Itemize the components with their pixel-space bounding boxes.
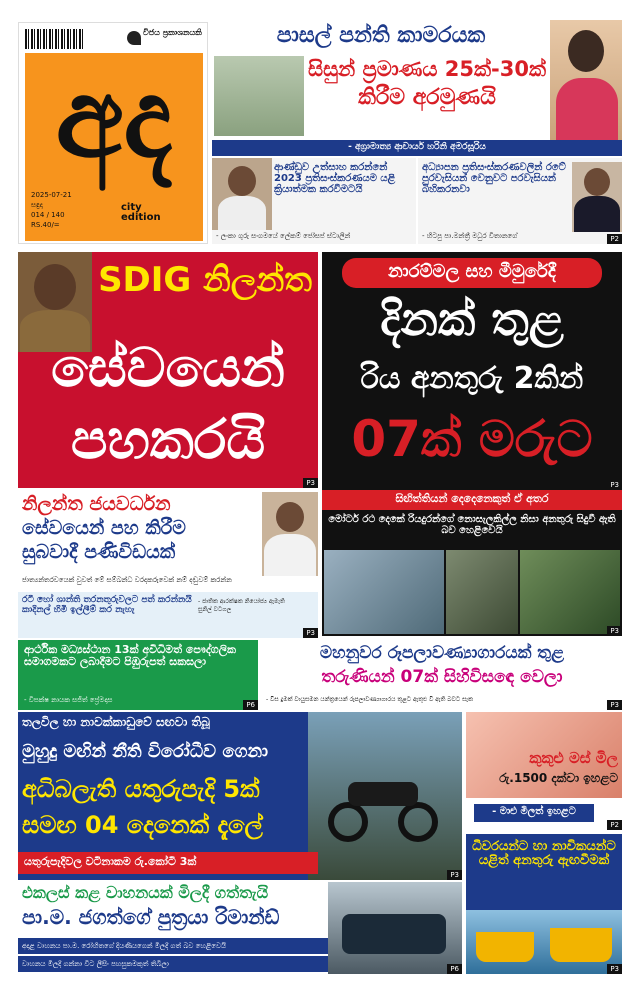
bikes-line-1: මුහුදු මඟින් නීති විරෝධීව ගෙනා: [22, 741, 269, 762]
top-story-headline-2: කිරීම අරමුණයි: [358, 85, 496, 110]
bikes-sub: යතුරුපැදිවල වටිනාකම රු.කෝටි 3ක්: [18, 852, 318, 874]
vehicle-sub-1: අදාළ වාහනය පා.ම. රෝහිතගේ දියණියගෙන් මිලදී ගත් බව හෙළිවෙයි: [18, 938, 328, 954]
chicken-page-ref[interactable]: P2: [607, 820, 622, 830]
nilantha-credit: - ජාතික ආරක්ෂක නියෝජ්‍ය ඇමැති සුනිල් වටගල: [198, 598, 285, 613]
schools-page-ref[interactable]: P6: [243, 700, 258, 710]
issue-day: සඳුදා: [31, 201, 43, 209]
chicken-story[interactable]: [466, 712, 622, 830]
accident-photo-1: [324, 550, 444, 634]
accident-sub-banner: සිඟිත්තියන් දෙදෙනෙකුත් ඒ අතර: [322, 490, 622, 510]
nilantha-line-2: සේවයෙන් පහ කිරීම: [22, 517, 186, 539]
salon-line-2: තරුණියන් 07ක් සිහිවිසඳෙ වෙලා: [321, 667, 563, 687]
top-sub-right-credit: - හිටපු පා.මන්ත්‍රී මධුර විතානගේ: [422, 232, 518, 240]
top-sub-right-text: අධ්‍යාපන ප්‍රතිසංස්කරණවලින් රටේ පුරවැසියන් වෙනුවට පරවැසියන් බිහිකරනවා: [422, 162, 566, 195]
sdig-line-3: පහකරයි: [70, 408, 266, 471]
top-sub-left-text: ආණ්ඩුව උත්සාහ කරන්නේ 2023 ප්‍රතිසංස්කරණයම යළි ක්‍රියාත්මක කරවීමටයි: [274, 162, 396, 195]
chicken-sub: - මාළු මිලත් ඉහළට: [474, 804, 594, 822]
fishermen-page-ref[interactable]: P3: [607, 964, 622, 974]
sdig-line-2: සේවයෙන්: [51, 336, 285, 399]
bikes-kicker: තලවිල හා නාවක්කාඩුවේ සඟවා තිබූ: [22, 715, 210, 729]
stalin-photo: [212, 158, 272, 230]
top-sub-left[interactable]: [212, 158, 416, 244]
vehicle-sub-2: වාහනය මිලදී ගන්නා විට ලීසිං පහසුකමකුත් තිබිලා: [18, 956, 328, 972]
vehicle-line-1: එකලස් කළ වාහනයක් මිලදී ගත්තැයි: [22, 883, 269, 902]
vehicle-page-ref[interactable]: P6: [447, 964, 462, 974]
accident-line-2: රිය අනතුරු 2කින්: [360, 361, 584, 396]
top-sub-left-credit: - ලංකා ගුරු සංගමයේ ලේකම් ජෝසප් ස්ටාලින්: [216, 232, 351, 240]
nilantha-line-1: නිලන්ත ජයවර්ධන: [22, 493, 171, 515]
accident-page-ref[interactable]: P3: [607, 626, 622, 636]
logo-text: අද: [55, 54, 173, 182]
accident-line-1: දිනක් තුළ: [380, 292, 564, 346]
salon-sub: - විස දුමක් වායුසමන යන්ත්‍රයෙන් රූපලාවණ්‍යාගාරය තුළට ඇතුළු වී ඇති බවට සැක: [266, 696, 473, 703]
masthead: [18, 22, 208, 244]
issue-price: RS.40/=: [31, 221, 60, 229]
publisher-logo-icon: [127, 31, 141, 45]
schools-story[interactable]: [18, 640, 258, 710]
top-story[interactable]: [212, 20, 622, 156]
classroom-photo: [214, 56, 304, 136]
minister-photo: [262, 492, 318, 576]
vehicle-line-2: පා.ම. ජගත්ගේ පුත්‍රයා රිමාන්ඩ්: [22, 905, 280, 929]
barcode: [25, 29, 85, 49]
vehicle-story[interactable]: [18, 882, 462, 974]
salon-page-ref[interactable]: P3: [607, 700, 622, 710]
logo-sub: city edition: [121, 202, 161, 223]
accident-sub-text: මෝටර් රථ දෙකේ රියදුරන්ගේ නොසැලකිල්ල නිසා අනතුරු සිදුවී ඇති බව හෙළිවෙයි: [328, 514, 616, 536]
fishermen-story[interactable]: [466, 834, 622, 974]
nilantha-page-ref[interactable]: P3: [303, 628, 318, 638]
accident-page-ref-top[interactable]: P3: [607, 480, 622, 490]
bikes-line-2: අධිබලැති යතුරුපැදි 5ක්: [22, 775, 260, 803]
bikes-story[interactable]: [18, 712, 462, 880]
fishermen-text: ධීවරයන්ට හා නාවිකයන්ට යළිත් අනතුරු ඇඟවීමක්: [472, 839, 616, 869]
madura-photo: [572, 162, 622, 232]
sdig-line-1: SDIG නිලන්ත: [98, 260, 312, 300]
top-story-headline-1: සිසුන් ප්‍රමාණය 25ක්-30ක්: [307, 57, 547, 81]
sdig-story[interactable]: [18, 252, 318, 488]
issue-date: 2025-07-21: [31, 191, 72, 199]
schools-credit: - විපක්ෂ නායක සජිත් ප්‍රේමදාස: [24, 696, 113, 704]
logo-block: [25, 53, 203, 241]
issue-number: 014 / 140: [31, 211, 65, 219]
fishermen-photo: [466, 910, 622, 974]
nilantha-sub: ජාත්‍යන්තරවයෙක් වුවත් මේ සම්බන්ධ වරදකරුවෙක් නම් දඬුවම් කරන්න: [22, 576, 232, 584]
sdig-page-ref[interactable]: P3: [303, 478, 318, 488]
accident-photo-2: [446, 550, 518, 634]
salon-story[interactable]: [262, 640, 622, 710]
accident-photo-3: [520, 550, 620, 634]
salon-line-1: මහනුවර රූපලාවණ්‍යාගාරයක් තුළ: [319, 643, 565, 663]
bikes-line-3: සමඟ 04 දෙනෙක් දැලේ: [22, 811, 263, 839]
bikes-page-ref[interactable]: P3: [447, 870, 462, 880]
bikes-photo: [308, 712, 462, 880]
publisher-label: විජය ප්‍රකාශනයකි: [143, 28, 202, 37]
top-story-kicker: පාසල් පන්ති කාමරයක: [276, 23, 486, 48]
top-sub-right-page-ref[interactable]: P2: [607, 234, 622, 244]
nilantha-line-3: සුබවාදී පණිවිඩයක්: [22, 541, 176, 563]
accident-kicker: නාරම්මල සහ මීමුරේදී: [342, 258, 602, 288]
nilantha-quote-box: [18, 592, 318, 638]
accident-story[interactable]: [322, 252, 622, 636]
top-sub-right[interactable]: [418, 158, 622, 244]
top-story-byline: - අග්‍රාමාත්‍ය ආචාර්ය හරිනි අමරසූරිය: [212, 140, 622, 156]
chicken-line-2: රු.1500 දක්වා ඉහළට: [499, 771, 618, 785]
chicken-line-1: කුකුළු මස් මිල: [529, 749, 618, 767]
schools-text: ආර්ථික මධ්‍යස්ථාන 13ක් අවිධිමත් පෞද්ගලික සමාගමකට ලබාදීමට පිඹුරුපත් සකසලා: [24, 643, 236, 669]
nilantha-story[interactable]: [18, 492, 318, 638]
accident-line-3: 07ක් මරුට: [351, 410, 593, 468]
nilantha-quote: රටී හෝ ශාන්ති තරනතුරුවලට පත් කරන්නයි කාදිනල් හිමි ඉල්ලීම් කර නැහැ: [22, 595, 192, 615]
